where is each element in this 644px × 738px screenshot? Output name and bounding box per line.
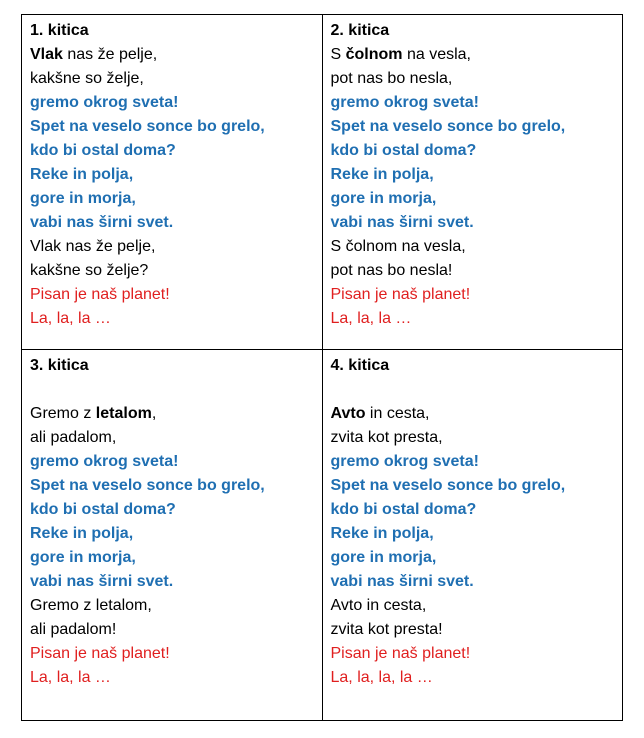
chorus-line: vabi nas širni svet.	[330, 214, 474, 231]
chorus-line: gremo okrog sveta!	[30, 94, 179, 111]
vehicle-word: čolnom	[345, 46, 403, 63]
verse-line: kakšne so želje,	[30, 70, 144, 87]
verse-line: Gremo z letalom,	[30, 597, 152, 614]
verse-line: Vlak nas že pelje,	[30, 238, 156, 255]
verse-title: 2. kitica	[330, 22, 390, 39]
table-row	[22, 350, 623, 721]
chorus-line: gremo okrog sveta!	[30, 453, 179, 470]
refrain-line: La, la, la …	[30, 669, 111, 686]
refrain-line: La, la, la …	[30, 310, 111, 327]
verse-cell-4	[322, 350, 623, 721]
verse-line	[30, 402, 314, 426]
line-text: Gremo z	[30, 405, 96, 422]
verse-line	[30, 43, 314, 67]
chorus-line: kdo bi ostal doma?	[30, 501, 176, 518]
vehicle-word: letalom	[95, 405, 152, 422]
chorus-line: Reke in polja,	[330, 166, 434, 183]
chorus-line: vabi nas širni svet.	[330, 573, 474, 590]
verse-line: S čolnom na vesla,	[330, 238, 466, 255]
song-verses-table	[21, 14, 623, 721]
table-row	[22, 15, 623, 350]
vehicle-word: Avto	[330, 405, 366, 422]
verse-line: ali padalom!	[30, 621, 117, 638]
chorus-line: Spet na veselo sonce bo grelo,	[330, 477, 566, 494]
chorus-line: gore in morja,	[30, 190, 136, 207]
verse-line: pot nas bo nesla,	[330, 70, 453, 87]
refrain-line: Pisan je naš planet!	[330, 645, 471, 662]
vehicle-word: Vlak	[30, 46, 63, 63]
verse-line: zvita kot presta!	[330, 621, 443, 638]
chorus-line: Spet na veselo sonce bo grelo,	[30, 118, 265, 135]
verse-line	[331, 402, 615, 426]
line-text: in cesta,	[365, 405, 430, 422]
chorus-line: Spet na veselo sonce bo grelo,	[30, 477, 265, 494]
chorus-line: vabi nas širni svet.	[30, 214, 174, 231]
chorus-line: kdo bi ostal doma?	[330, 142, 477, 159]
verse-line: kakšne so želje?	[30, 262, 149, 279]
line-text: nas že pelje,	[62, 46, 158, 63]
line-text: ,	[151, 405, 157, 422]
chorus-line: Spet na veselo sonce bo grelo,	[330, 118, 566, 135]
verse-line	[331, 43, 615, 67]
chorus-line: gremo okrog sveta!	[330, 453, 479, 470]
verse-line: zvita kot presta,	[330, 429, 443, 446]
line-text: S	[330, 46, 346, 63]
blank-line	[30, 378, 314, 402]
refrain-line: Pisan je naš planet!	[30, 645, 170, 662]
verse-line: Avto in cesta,	[330, 597, 427, 614]
verse-cell-2	[322, 15, 623, 350]
verse-cell-3	[22, 350, 323, 721]
chorus-line: kdo bi ostal doma?	[30, 142, 176, 159]
refrain-line: La, la, la, la …	[330, 669, 433, 686]
chorus-line: Reke in polja,	[30, 166, 134, 183]
chorus-line: gore in morja,	[30, 549, 136, 566]
verse-title: 1. kitica	[30, 22, 89, 39]
line-text: na vesla,	[402, 46, 471, 63]
chorus-line: Reke in polja,	[30, 525, 134, 542]
refrain-line: La, la, la …	[330, 310, 412, 327]
verse-title: 3. kitica	[30, 357, 89, 374]
refrain-line: Pisan je naš planet!	[30, 286, 170, 303]
chorus-line: vabi nas širni svet.	[30, 573, 174, 590]
blank-line	[331, 378, 615, 402]
chorus-line: Reke in polja,	[330, 525, 434, 542]
verse-line: pot nas bo nesla!	[330, 262, 453, 279]
chorus-line: gore in morja,	[330, 190, 437, 207]
refrain-line: Pisan je naš planet!	[330, 286, 471, 303]
chorus-line: gore in morja,	[330, 549, 437, 566]
verse-cell-1	[22, 15, 323, 350]
chorus-line: gremo okrog sveta!	[330, 94, 479, 111]
verse-line: ali padalom,	[30, 429, 117, 446]
verse-title: 4. kitica	[330, 357, 390, 374]
chorus-line: kdo bi ostal doma?	[330, 501, 477, 518]
